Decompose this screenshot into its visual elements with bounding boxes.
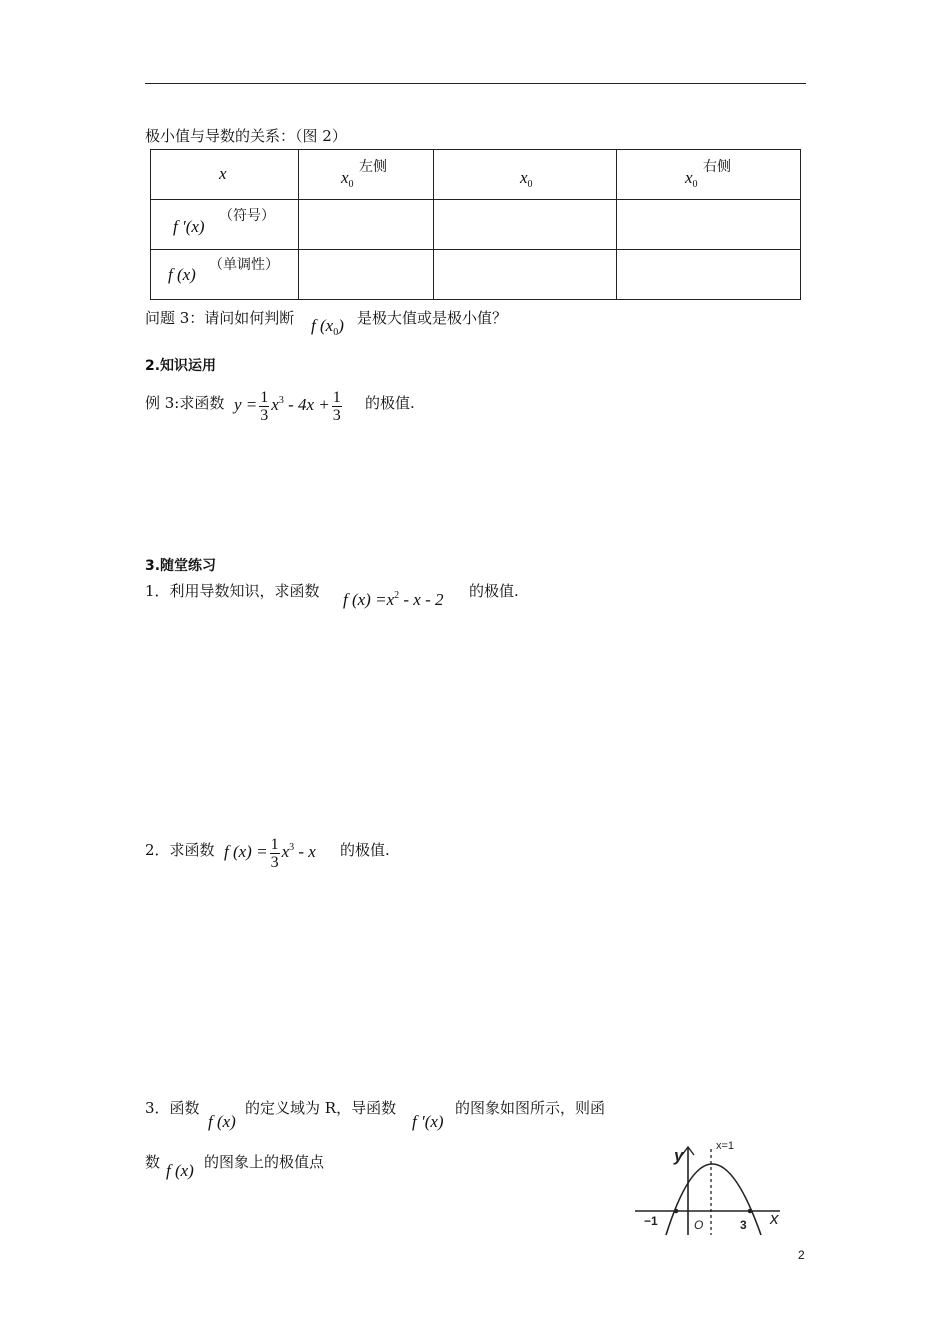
header-x: x bbox=[219, 164, 227, 183]
derivative-graph bbox=[630, 1135, 795, 1240]
table-cell bbox=[617, 150, 801, 200]
question-3-prefix: 问题 3：请问如何判断 bbox=[145, 309, 295, 327]
table-cell bbox=[299, 150, 434, 200]
example-3-suffix: 的极值. bbox=[365, 394, 415, 412]
table-cell bbox=[434, 150, 617, 200]
table-cell bbox=[151, 250, 299, 300]
exercise-2-formula: f (x) = $\frac{1}{3}$ $x^3$ - x bbox=[224, 835, 316, 871]
exercise-3-line2-prefix: 数 bbox=[145, 1153, 161, 1171]
row2-note: （单调性） bbox=[209, 257, 279, 273]
table-row bbox=[151, 200, 801, 250]
example-3-formula: y = $\frac{1}{3}$ $x^3 - 4x$ + $\frac{1}{3}$ bbox=[234, 388, 341, 424]
page-number: 2 bbox=[798, 1248, 805, 1262]
exercise-2-suffix: 的极值. bbox=[340, 841, 390, 859]
section-2-title: 2.知识运用 bbox=[145, 358, 217, 374]
exercise-1-formula: f $(x) =x^2 - x - 2$ bbox=[343, 590, 444, 609]
header-x0-left: $x_0$ bbox=[341, 168, 354, 190]
row1-note: （符号） bbox=[219, 208, 275, 224]
origin-label: O bbox=[694, 1218, 704, 1232]
example-3-prefix: 例 3:求函数 bbox=[145, 394, 225, 412]
derivative-table bbox=[150, 149, 801, 300]
header-x0-right: $x_0$ bbox=[685, 168, 698, 190]
exercise-1-prefix: 1．利用导数知识，求函数 bbox=[145, 582, 320, 600]
table-row bbox=[151, 250, 801, 300]
x-equals-1-label: x=1 bbox=[716, 1140, 735, 1152]
exercise-3-mid: 的定义域为 R，导函数 bbox=[245, 1099, 397, 1117]
table-cell bbox=[299, 200, 434, 250]
question-3-math: f $(x_0)$ bbox=[311, 316, 344, 338]
exercise-3-fprime: f ′(x) bbox=[412, 1112, 444, 1131]
table-caption: 极小值与导数的关系：（图 2） bbox=[145, 127, 347, 145]
row2-label: f (x) bbox=[168, 265, 196, 284]
header-x0: $x_0$ bbox=[520, 168, 533, 190]
parabola-curve bbox=[666, 1164, 761, 1235]
exercise-3-prefix: 3．函数 bbox=[145, 1099, 200, 1117]
exercise-3-fx-2: f (x) bbox=[166, 1161, 194, 1180]
header-left-note: 左侧 bbox=[359, 159, 387, 175]
exercise-3-suffix: 的图象如图所示，则函 bbox=[455, 1099, 606, 1117]
row1-label: f ′(x) bbox=[173, 217, 205, 236]
table-row bbox=[151, 150, 801, 200]
exercise-3-line2-suffix: 的图象上的极值点 bbox=[204, 1153, 325, 1171]
root-marker bbox=[748, 1209, 753, 1214]
table-cell bbox=[434, 200, 617, 250]
three-label: 3 bbox=[740, 1218, 747, 1232]
exercise-3-fx: f (x) bbox=[208, 1112, 236, 1131]
section-3-title: 3.随堂练习 bbox=[145, 558, 217, 574]
table-cell bbox=[151, 200, 299, 250]
table-cell bbox=[151, 150, 299, 200]
table-cell bbox=[617, 250, 801, 300]
table-cell bbox=[299, 250, 434, 300]
header-right-note: 右侧 bbox=[703, 159, 731, 175]
table-cell bbox=[434, 250, 617, 300]
x-axis-label: x bbox=[770, 1209, 779, 1228]
header-rule bbox=[145, 83, 806, 84]
question-3-suffix: 是极大值或是极小值？ bbox=[357, 309, 508, 327]
table-cell bbox=[617, 200, 801, 250]
root-marker bbox=[674, 1209, 679, 1214]
exercise-2-prefix: 2．求函数 bbox=[145, 841, 215, 859]
exercise-1-suffix: 的极值. bbox=[469, 582, 519, 600]
neg-one-label: −1 bbox=[644, 1214, 658, 1228]
y-axis-label: y bbox=[674, 1146, 684, 1165]
